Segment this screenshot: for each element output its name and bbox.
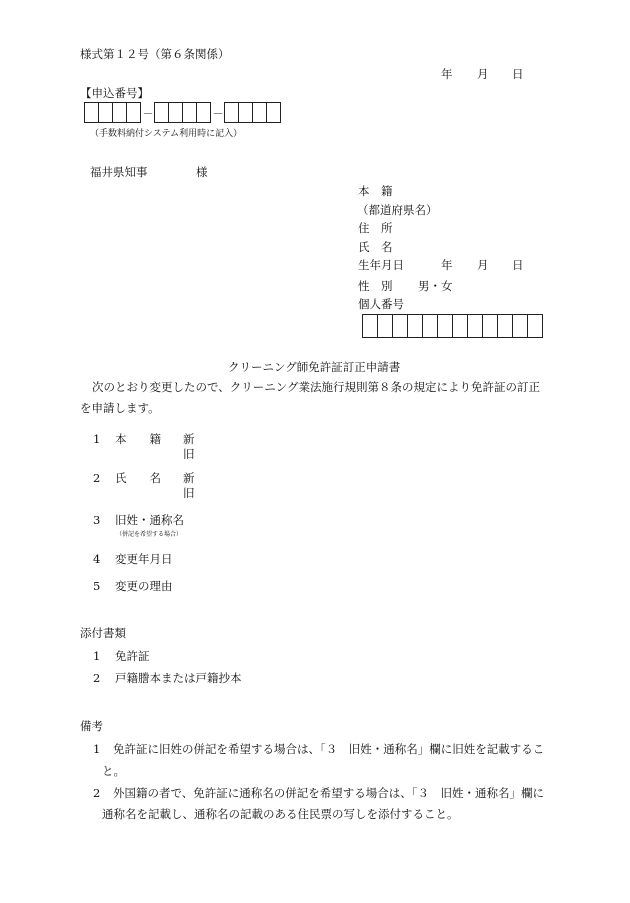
personal-number-cell[interactable] bbox=[512, 314, 528, 338]
item-2-old: 旧 bbox=[183, 486, 195, 500]
item-1-old: 旧 bbox=[183, 447, 195, 461]
attachment-1-text: 免許証 bbox=[115, 649, 150, 663]
app-number-cell[interactable] bbox=[266, 102, 281, 123]
remark-1-line-1: 免許証に旧姓の併記を希望する場合は、「３ 旧姓・通称名」欄に旧姓を記載するこ bbox=[113, 742, 545, 756]
honseki-label: 本 籍 bbox=[358, 184, 393, 198]
intro-line-2: を申請します。 bbox=[80, 401, 160, 415]
app-number-separator: － bbox=[142, 106, 154, 120]
item-3-label: 旧姓・通称名 bbox=[115, 513, 184, 527]
item-3-number: 3 bbox=[93, 513, 101, 527]
remark-2-number: 2 bbox=[93, 786, 101, 800]
name-label: 氏 名 bbox=[358, 240, 393, 254]
app-number-cell[interactable] bbox=[154, 102, 169, 123]
item-1-number: 1 bbox=[93, 432, 101, 446]
app-number-cell[interactable] bbox=[182, 102, 197, 123]
personal-number-cell[interactable] bbox=[422, 314, 438, 338]
item-1-new: 新 bbox=[183, 432, 195, 446]
personal-number-boxes[interactable] bbox=[362, 314, 543, 338]
sex-value: 男・女 bbox=[418, 279, 453, 293]
item-5-number: 5 bbox=[93, 579, 101, 593]
item-4-number: 4 bbox=[93, 552, 101, 566]
attachments-heading: 添付書類 bbox=[80, 626, 126, 640]
personal-number-label: 個人番号 bbox=[358, 297, 404, 311]
app-number-cell[interactable] bbox=[238, 102, 253, 123]
item-2-label: 氏 名 bbox=[115, 471, 161, 485]
app-number-cell[interactable] bbox=[168, 102, 183, 123]
remark-1-number: 1 bbox=[93, 742, 101, 756]
birthdate-label: 生年月日 bbox=[358, 258, 404, 272]
addressee-honorific: 様 bbox=[196, 165, 208, 179]
personal-number-cell[interactable] bbox=[377, 314, 393, 338]
app-number-cell[interactable] bbox=[224, 102, 239, 123]
item-3-note: （併記を希望する場合） bbox=[116, 531, 183, 538]
birth-month-label: 月 bbox=[477, 258, 489, 272]
application-number-label: 【申込番号】 bbox=[80, 86, 149, 100]
item-4-label: 変更年月日 bbox=[115, 552, 173, 566]
app-number-cell[interactable] bbox=[252, 102, 267, 123]
prefecture-label: （都道府県名） bbox=[357, 203, 438, 217]
personal-number-cell[interactable] bbox=[437, 314, 453, 338]
app-number-cell[interactable] bbox=[98, 102, 113, 123]
personal-number-cell[interactable] bbox=[392, 314, 408, 338]
date-month-label: 月 bbox=[477, 67, 489, 81]
document-title: クリーニング師免許証訂正申請書 bbox=[228, 360, 401, 374]
app-number-cell[interactable] bbox=[112, 102, 127, 123]
personal-number-cell[interactable] bbox=[527, 314, 543, 338]
personal-number-cell[interactable] bbox=[452, 314, 468, 338]
birth-year-label: 年 bbox=[441, 258, 453, 272]
personal-number-cell[interactable] bbox=[482, 314, 498, 338]
address-label: 住 所 bbox=[358, 221, 393, 235]
app-number-cell[interactable] bbox=[84, 102, 99, 123]
date-year-label: 年 bbox=[441, 67, 453, 81]
sex-label: 性 別 bbox=[358, 279, 393, 293]
personal-number-cell[interactable] bbox=[362, 314, 378, 338]
item-5-label: 変更の理由 bbox=[115, 579, 173, 593]
birth-day-label: 日 bbox=[512, 258, 524, 272]
intro-line-1: 次のとおり変更したので、クリーニング業法施行規則第８条の規定により免許証の訂正 bbox=[92, 380, 541, 394]
attachment-2-text: 戸籍謄本または戸籍抄本 bbox=[115, 671, 242, 685]
form-number: 様式第１２号（第６条関係） bbox=[80, 47, 230, 61]
application-number-note: （手数料納付システム利用時に記入） bbox=[90, 129, 243, 139]
remark-1-line-2: と。 bbox=[102, 764, 125, 778]
item-2-number: 2 bbox=[93, 471, 101, 485]
personal-number-cell[interactable] bbox=[467, 314, 483, 338]
application-number-boxes[interactable] bbox=[84, 102, 281, 123]
attachment-2-number: 2 bbox=[93, 671, 101, 685]
item-2-new: 新 bbox=[183, 471, 195, 485]
app-number-cell[interactable] bbox=[196, 102, 211, 123]
remark-2-line-1: 外国籍の者で、免許証に通称名の併記を希望する場合は、「３ 旧姓・通称名」欄に bbox=[113, 786, 545, 800]
attachment-1-number: 1 bbox=[93, 649, 101, 663]
item-1-label: 本 籍 bbox=[115, 432, 161, 446]
app-number-separator: － bbox=[212, 106, 224, 120]
remarks-heading: 備考 bbox=[80, 719, 103, 733]
date-day-label: 日 bbox=[512, 67, 524, 81]
personal-number-cell[interactable] bbox=[497, 314, 513, 338]
personal-number-cell[interactable] bbox=[407, 314, 423, 338]
remark-2-line-2: 通称名を記載し、通称名の記載のある住民票の写しを添付すること。 bbox=[102, 807, 459, 821]
addressee-name: 福井県知事 bbox=[90, 165, 148, 179]
app-number-cell[interactable] bbox=[126, 102, 141, 123]
